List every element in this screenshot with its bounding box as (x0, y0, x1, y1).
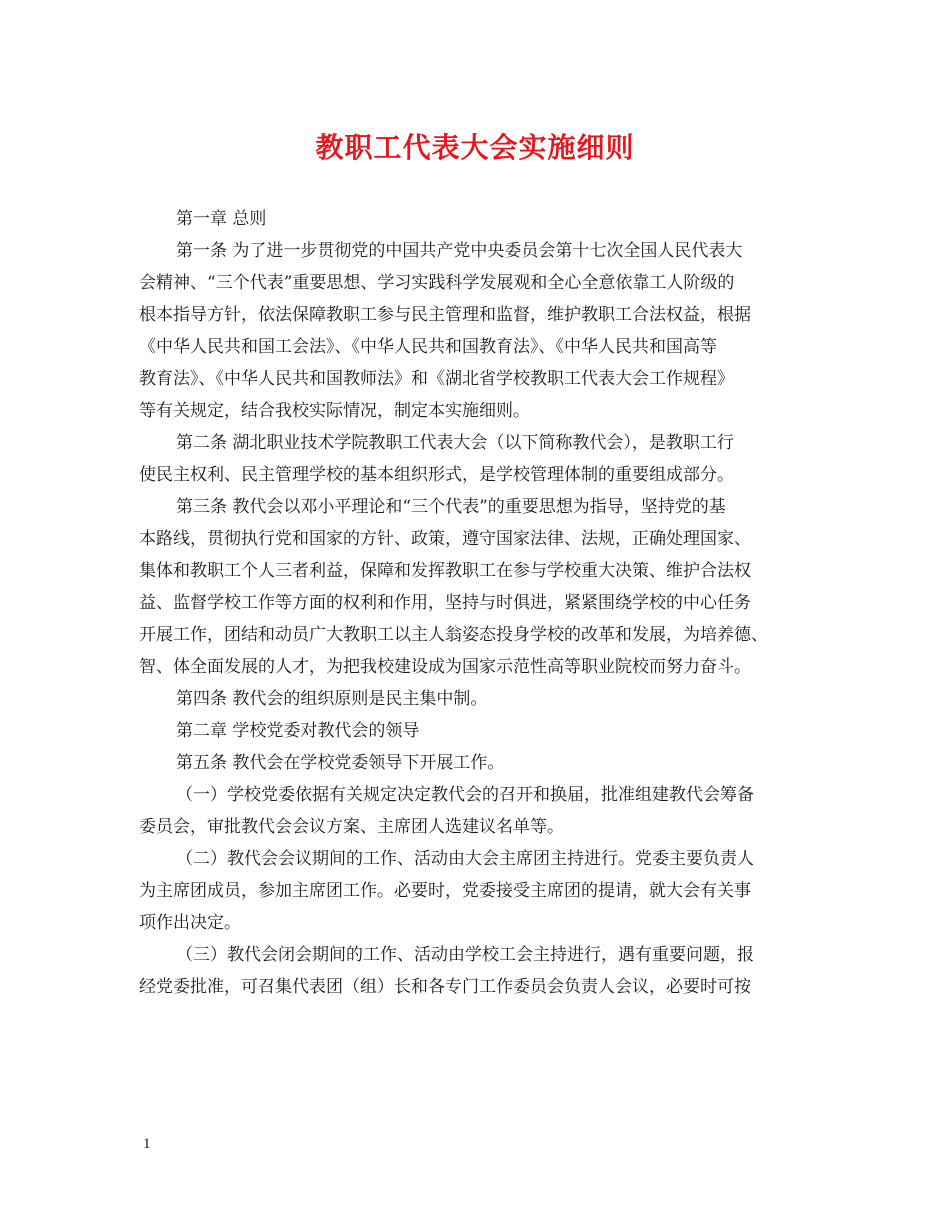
text-line: 益、监督学校工作等方面的权利和作用，坚持与时俱进，紧紧围绕学校的中心任务 (139, 593, 751, 613)
document-body (139, 203, 829, 1003)
text-line: （三）教代会闭会期间的工作、活动由学校工会主持进行，遇有重要问题，报 (176, 945, 754, 965)
text-line: 智、体全面发展的人才，为把我校建设成为国家示范性高等职业院校而努力奋斗。 (139, 657, 751, 677)
text-line: 教育法》、《中华人民共和国教师法》和《湖北省学校教职工代表大会工作规程》 (139, 369, 734, 389)
text-line: 集体和教职工个人三者利益，保障和发挥教职工在参与学校重大决策、维护合法权 (139, 561, 751, 581)
text-line: 《中华人民共和国工会法》、《中华人民共和国教育法》、《中华人民共和国高等 (139, 337, 717, 357)
text-line: 等有关规定，结合我校实际情况，制定本实施细则。 (139, 401, 530, 421)
text-line: 第四条 教代会的组织原则是民主集中制。 (176, 689, 488, 709)
text-line: 第一章 总则 (176, 209, 267, 229)
text-line: 第二章 学校党委对教代会的领导 (176, 721, 420, 741)
text-line: 委员会，审批教代会会议方案、主席团人选建议名单等。 (139, 817, 564, 837)
document-title: 教职工代表大会实施细则 (315, 131, 635, 164)
text-line: 为主席团成员，参加主席团工作。必要时，党委接受主席团的提请，就大会有关事 (139, 881, 751, 901)
text-line: 第二条 湖北职业技术学院教职工代表大会（以下简称教代会），是教职工行 (176, 433, 734, 453)
text-line: 根本指导方针，依法保障教职工参与民主管理和监督，维护教职工合法权益，根据 (139, 305, 751, 325)
text-line: 第三条 教代会以邓小平理论和“三个代表”的重要思想为指导，坚持党的基 (176, 497, 726, 517)
text-line: 项作出决定。 (139, 913, 241, 933)
text-line: （二）教代会会议期间的工作、活动由大会主席团主持进行。党委主要负责人 (176, 849, 754, 869)
text-line: 本路线，贯彻执行党和国家的方针、政策，遵守国家法律、法规，正确处理国家、 (139, 529, 751, 549)
text-line: 第五条 教代会在学校党委领导下开展工作。 (176, 753, 505, 773)
page-number: 1 (143, 1136, 151, 1152)
text-line: 第一条 为了进一步贯彻党的中国共产党中央委员会第十七次全国人民代表大 (176, 241, 743, 261)
text-line: 经党委批准，可召集代表团（组）长和各专门工作委员会负责人会议，必要时可按 (139, 977, 751, 997)
text-line: （一）学校党委依据有关规定决定教代会的召开和换届，批准组建教代会筹备 (176, 785, 754, 805)
text-line: 开展工作，团结和动员广大教职工以主人翁姿态投身学校的改革和发展，为培养德、 (139, 625, 768, 645)
text-line: 使民主权利、民主管理学校的基本组织形式，是学校管理体制的重要组成部分。 (139, 465, 734, 485)
text-line: 会精神、“三个代表”重要思想、学习实践科学发展观和全心全意依靠工人阶级的 (139, 273, 735, 293)
